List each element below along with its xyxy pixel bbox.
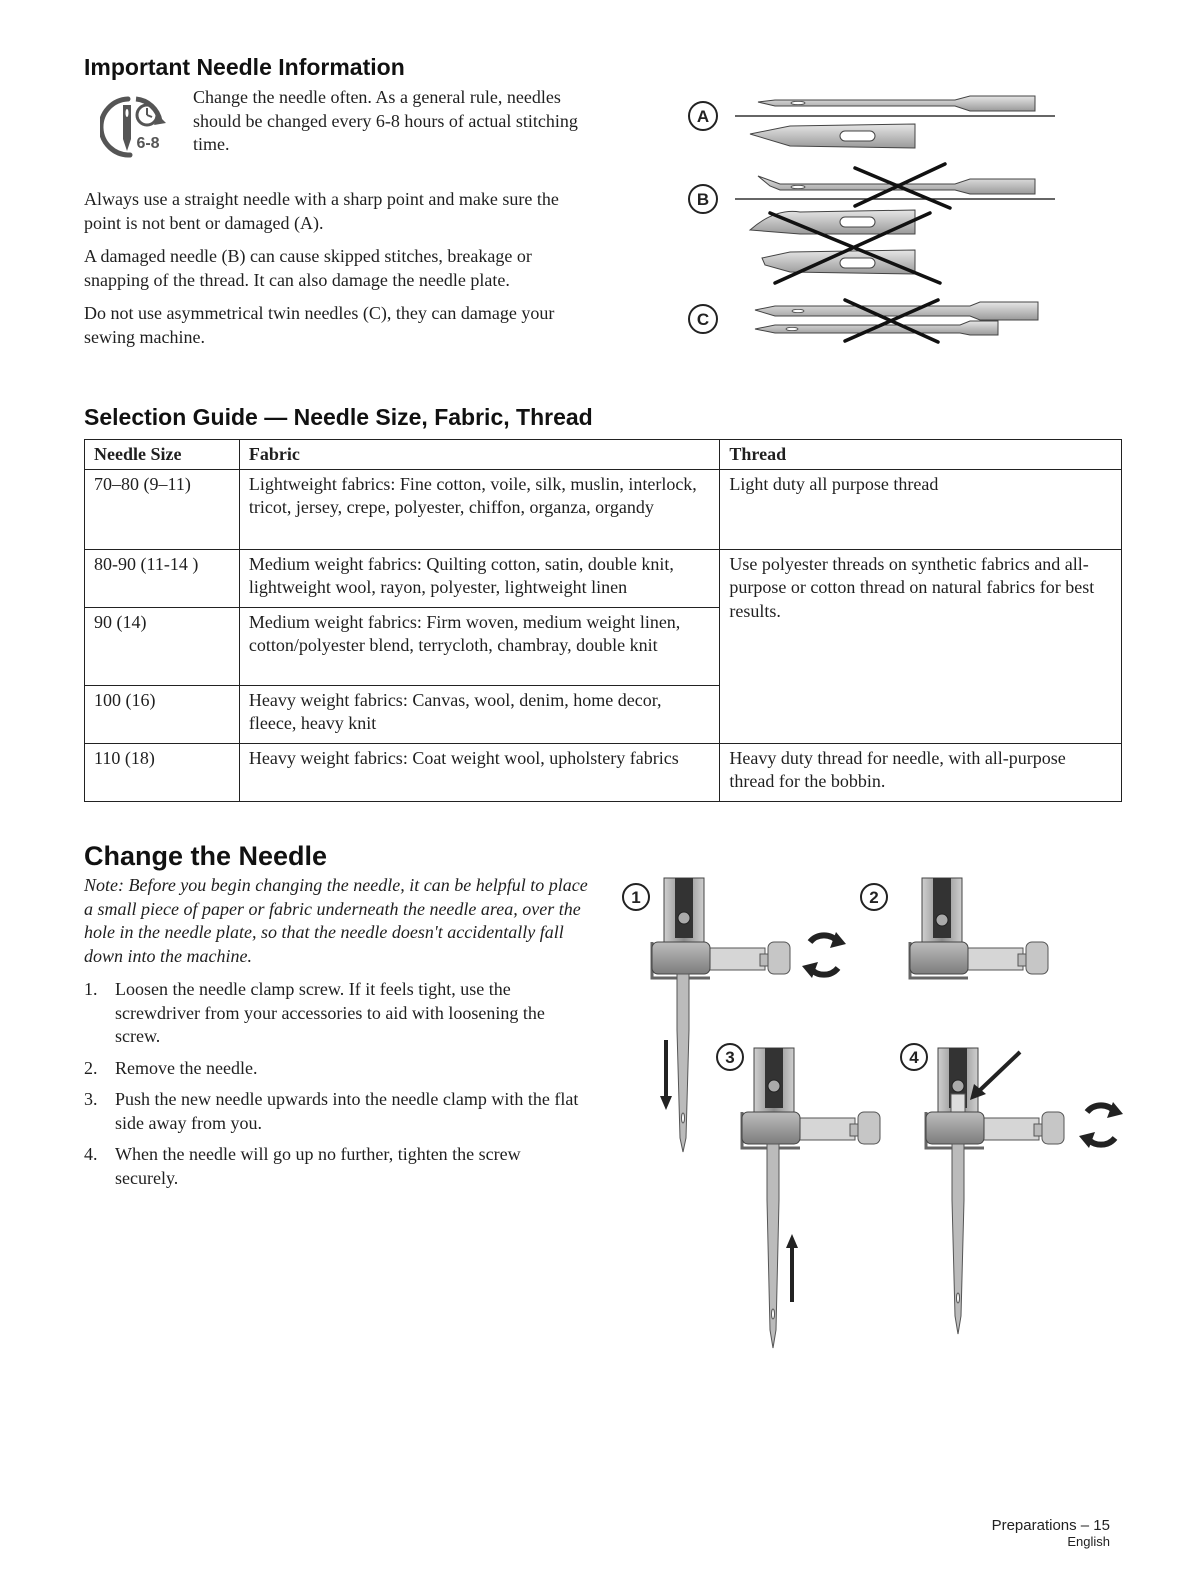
- down-arrow-icon: [660, 1040, 672, 1110]
- fabric-cell: Lightweight fabrics: Fine cotton, voile, silk, muslin, interlock, tricot, jersey, crepe, polyester, chiffon, organza, organdy: [239, 469, 720, 549]
- step-3-illustration: [717, 1044, 880, 1348]
- column-header-fabric: Fabric: [239, 440, 720, 470]
- needle-info-heading: Important Needle Information: [84, 54, 405, 80]
- table-row: [85, 549, 1122, 607]
- step-item: [84, 1143, 579, 1190]
- step-number: 2.: [84, 1057, 98, 1078]
- change-needle-note: Note: Before you begin changing the needle, it can be helpful to place a small piece of paper or fabric underneath the needle area, over the hole in the needle plate, so that the needle doesn't accidentally fall down into the machine.: [84, 875, 588, 966]
- step-1-illustration: [623, 878, 846, 1152]
- change-needle-heading: Change the Needle: [84, 841, 328, 871]
- needle-selection-table: [84, 439, 1122, 802]
- page-number: Preparations – 15: [991, 1517, 1110, 1534]
- up-arrow-icon: [786, 1234, 798, 1302]
- column-header-needle-size: Needle Size: [85, 440, 240, 470]
- needle-condition-figure: [680, 88, 1080, 353]
- column-header-thread: Thread: [720, 440, 1122, 470]
- fabric-cell: Heavy weight fabrics: Coat weight wool, upholstery fabrics: [239, 743, 720, 801]
- fabric-cell: Heavy weight fabrics: Canvas, wool, denim, home decor, fleece, heavy knit: [239, 685, 720, 743]
- needle-size-cell: 80-90 (11-14 ): [85, 549, 240, 607]
- step-text: Remove the needle.: [115, 1057, 258, 1078]
- fabric-cell: Medium weight fabrics: Quilting cotton, satin, double knit, lightweight wool, rayon, polyester, lightweight linen: [239, 549, 720, 607]
- fabric-cell: Medium weight fabrics: Firm woven, medium weight linen, cotton/polyester blend, terrycloth, chambray, double knit: [239, 607, 720, 685]
- selection-guide-heading: Selection Guide — Needle Size, Fabric, Thread: [84, 404, 593, 430]
- rotate-arrows-icon: [1079, 1102, 1123, 1148]
- needle-size-cell: 110 (18): [85, 743, 240, 801]
- svg-text:2: 2: [869, 888, 879, 907]
- needle-damaged-paragraph: A damaged needle (B) can cause skipped stitches, breakage or snapping of the thread. It can also damage the needle plate.: [84, 246, 532, 290]
- needle-timer-icon: [100, 93, 166, 159]
- needle-straight-paragraph: Always use a straight needle with a sharp point and make sure the point is not bent or damaged (A).: [84, 189, 559, 233]
- needle-size-cell: 70–80 (9–11): [85, 469, 240, 549]
- change-needle-steps: [84, 978, 579, 1198]
- step-2-illustration: [861, 878, 1048, 978]
- needle-size-cell: 90 (14): [85, 607, 240, 685]
- step-number: 3.: [84, 1089, 98, 1109]
- rotate-arrows-icon: [802, 932, 846, 978]
- figure-label-b: [689, 185, 717, 213]
- table-row: [85, 469, 1122, 549]
- thread-cell: Heavy duty thread for needle, with all-purpose thread for the bobbin.: [720, 743, 1122, 801]
- step-item: [84, 1088, 579, 1135]
- step-4-illustration: [901, 1044, 1123, 1334]
- page-footer: [992, 1517, 1110, 1549]
- figure-label-a: [689, 102, 717, 130]
- step-number: 4.: [84, 1144, 98, 1164]
- svg-text:3: 3: [725, 1048, 735, 1067]
- svg-text:C: C: [696, 310, 710, 329]
- good-needle-side: [758, 96, 1035, 111]
- table-row: [85, 743, 1122, 801]
- language-label: English: [1067, 1534, 1110, 1549]
- step-number: 1.: [84, 979, 98, 999]
- step-text: Push the new needle upwards into the needle clamp with the flat side away from you.: [115, 1089, 579, 1133]
- twin-needle-paragraph: Do not use asymmetrical twin needles (C), they can damage your sewing machine.: [84, 303, 555, 347]
- svg-text:A: A: [696, 107, 710, 126]
- needle-info-intro: Change the needle often. As a general rule, needles should be changed every 6-8 hours of actual stitching time.: [193, 87, 578, 154]
- thread-cell: Use polyester threads on synthetic fabrics and all-purpose or cotton thread on natural fabrics for best results.: [720, 549, 1122, 743]
- svg-text:4: 4: [909, 1048, 919, 1067]
- svg-text:B: B: [696, 190, 710, 209]
- clock-icon: [100, 93, 166, 159]
- thread-cell: Light duty all purpose thread: [720, 469, 1122, 549]
- svg-text:6-8: 6-8: [136, 135, 160, 152]
- needle-size-cell: 100 (16): [85, 685, 240, 743]
- step-text: When the needle will go up no further, tighten the screw securely.: [115, 1144, 521, 1188]
- step-item: [84, 978, 579, 1049]
- svg-text:1: 1: [631, 888, 641, 907]
- step-text: Loosen the needle clamp screw. If it feels tight, use the screwdriver from your accessories to aid with loosening the screw.: [115, 979, 545, 1046]
- step-item: [84, 1057, 579, 1081]
- good-needle-front: [750, 124, 915, 148]
- table-header-row: [85, 440, 1122, 470]
- figure-label-c: [689, 305, 717, 333]
- needle-change-figure: [610, 870, 1130, 1360]
